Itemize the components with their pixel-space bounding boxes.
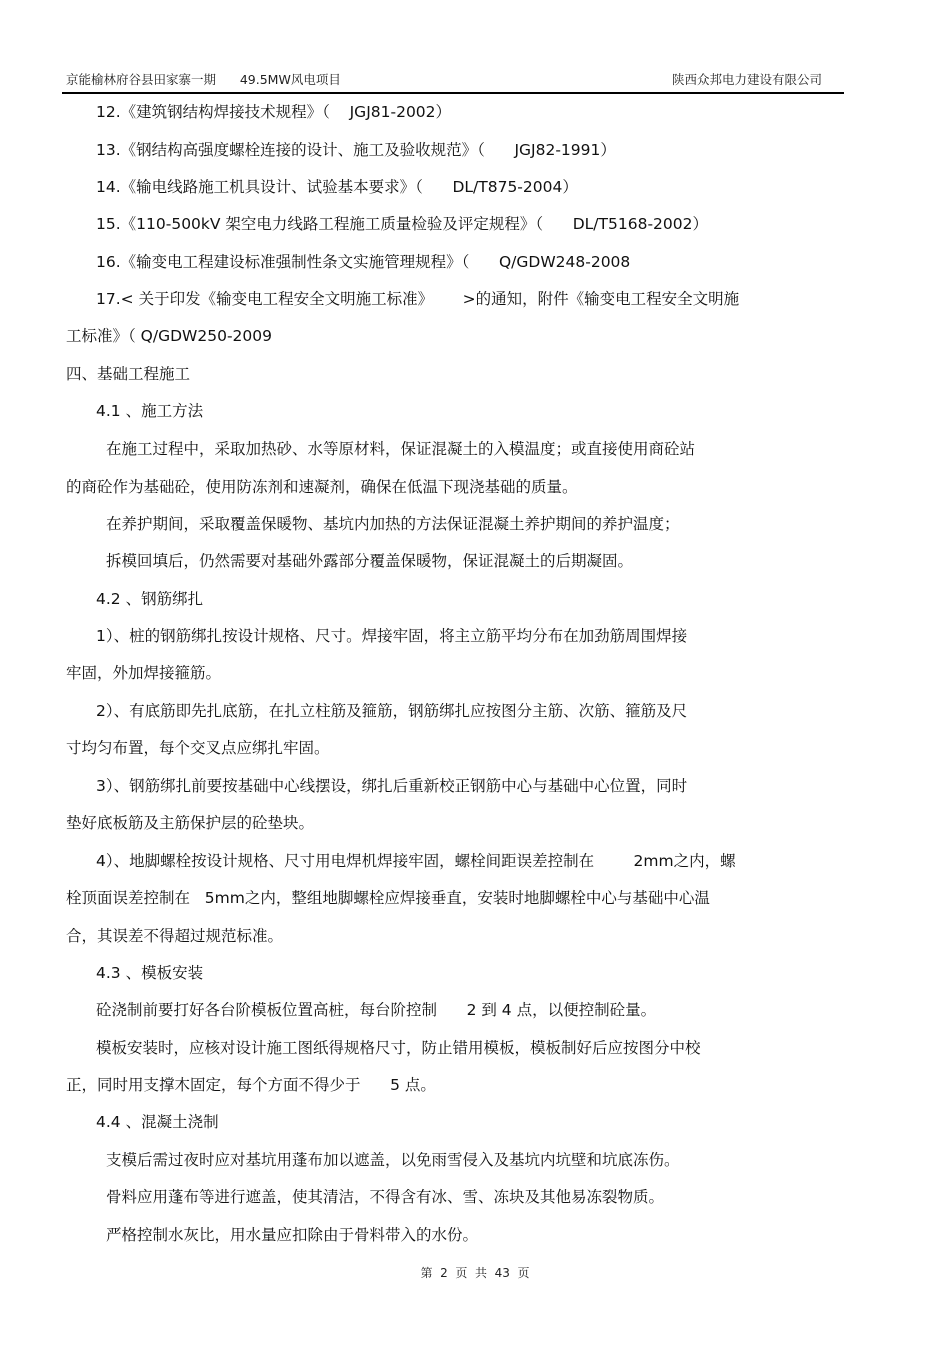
- paragraph-line: 牢固，外加焊接箍筋。: [66, 664, 222, 682]
- standard-item-17-cont: 工标准》（ Q/GDW250-2009: [66, 327, 272, 345]
- standard-item-13: 13.《钢结构高强度螺栓连接的设计、施工及验收规范》（ JGJ82-1991）: [96, 141, 616, 159]
- paragraph-line: 正，同时用支撑木固定，每个方面不得少于 5 点。: [66, 1076, 436, 1094]
- page-header: [66, 68, 844, 90]
- paragraph-line: 4）、地脚螺栓按设计规格、尺寸用电焊机焊接牢固，螺栓间距误差控制在 2mm之内，螺: [96, 852, 736, 870]
- standard-item-16: 16.《输变电工程建设标准强制性条文实施管理规程》（ Q/GDW248-2008: [96, 253, 631, 271]
- paragraph-line: 合，其误差不得超过规范标准。: [66, 927, 284, 945]
- standard-item-14: 14.《输电线路施工机具设计、试验基本要求》（ DL/T875-2004）: [96, 178, 578, 196]
- paragraph-line: 3）、钢筋绑扎前要按基础中心线摆设，绑扎后重新校正钢筋中心与基础中心位置，同时: [96, 777, 688, 795]
- paragraph-line: 2）、有底筋即先扎底筋，在扎立柱筋及箍筋，钢筋绑扎应按图分主筋、次筋、箍筋及尺: [96, 702, 688, 720]
- subsection-heading-4-3: 4.3 、模板安装: [96, 964, 204, 982]
- paragraph-line: 垫好底板筋及主筋保护层的砼垫块。: [66, 814, 315, 832]
- section-heading-4: 四、基础工程施工: [66, 365, 191, 383]
- paragraph-line: 的商砼作为基础砼，使用防冻剂和速凝剂，确保在低温下现浇基础的质量。: [66, 478, 578, 496]
- paragraph-line: 栓顶面误差控制在 5mm之内，整组地脚螺栓应焊接垂直，安装时地脚螺栓中心与基础中心温: [66, 889, 710, 907]
- header-project-title: 京能榆林府谷县田家寨一期 49.5MW风电项目: [66, 72, 341, 87]
- paragraph-line: 砼浇制前要打好各台阶模板位置高桩，每台阶控制 2 到 4 点，以便控制砼量。: [96, 1001, 657, 1019]
- standard-item-15: 15.《110-500kV 架空电力线路工程施工质量检验及评定规程》（ DL/T5168-2002）: [96, 215, 708, 233]
- paragraph-line: 1）、桩的钢筋绑扎按设计规格、尺寸。焊接牢固，将主立筋平均分布在加劲筋周围焊接: [96, 627, 688, 645]
- subsection-heading-4-1: 4.1 、施工方法: [96, 402, 204, 420]
- paragraph-line: 严格控制水灰比，用水量应扣除由于骨料带入的水份。: [106, 1226, 479, 1244]
- subsection-heading-4-4: 4.4 、混凝土浇制: [96, 1113, 219, 1131]
- paragraph-line: 在施工过程中，采取加热砂、水等原材料，保证混凝土的入模温度；或直接使用商砼站: [106, 440, 696, 458]
- subsection-heading-4-2: 4.2 、钢筋绑扎: [96, 590, 204, 608]
- paragraph-line: 寸均匀布置，每个交叉点应绑扎牢固。: [66, 739, 330, 757]
- paragraph-line: 骨料应用蓬布等进行遮盖，使其清洁，不得含有冰、雪、冻块及其他易冻裂物质。: [106, 1188, 665, 1206]
- standard-item-17: 17.< 关于印发《输变电工程安全文明施工标准》 >的通知，附件《输变电工程安全文明施: [96, 290, 740, 308]
- paragraph-line: 拆模回填后，仍然需要对基础外露部分覆盖保暖物，保证混凝土的后期凝固。: [106, 552, 634, 570]
- paragraph-line: 在养护期间，采取覆盖保暖物、基坑内加热的方法保证混凝土养护期间的养护温度；: [106, 515, 680, 533]
- paragraph-line: 模板安装时，应核对设计施工图纸得规格尺寸，防止错用模板，模板制好后应按图分中校: [96, 1039, 701, 1057]
- paragraph-line: 支模后需过夜时应对基坑用蓬布加以遮盖，以免雨雪侵入及基坑内坑壁和坑底冻伤。: [106, 1151, 680, 1169]
- header-divider: [62, 92, 844, 94]
- standard-item-12: 12.《建筑钢结构焊接技术规程》（ JGJ81-2002）: [96, 103, 452, 121]
- header-company-name: 陕西众邦电力建设有限公司: [671, 72, 822, 87]
- page-number-footer: 第 2 页 共 43 页: [420, 1266, 530, 1280]
